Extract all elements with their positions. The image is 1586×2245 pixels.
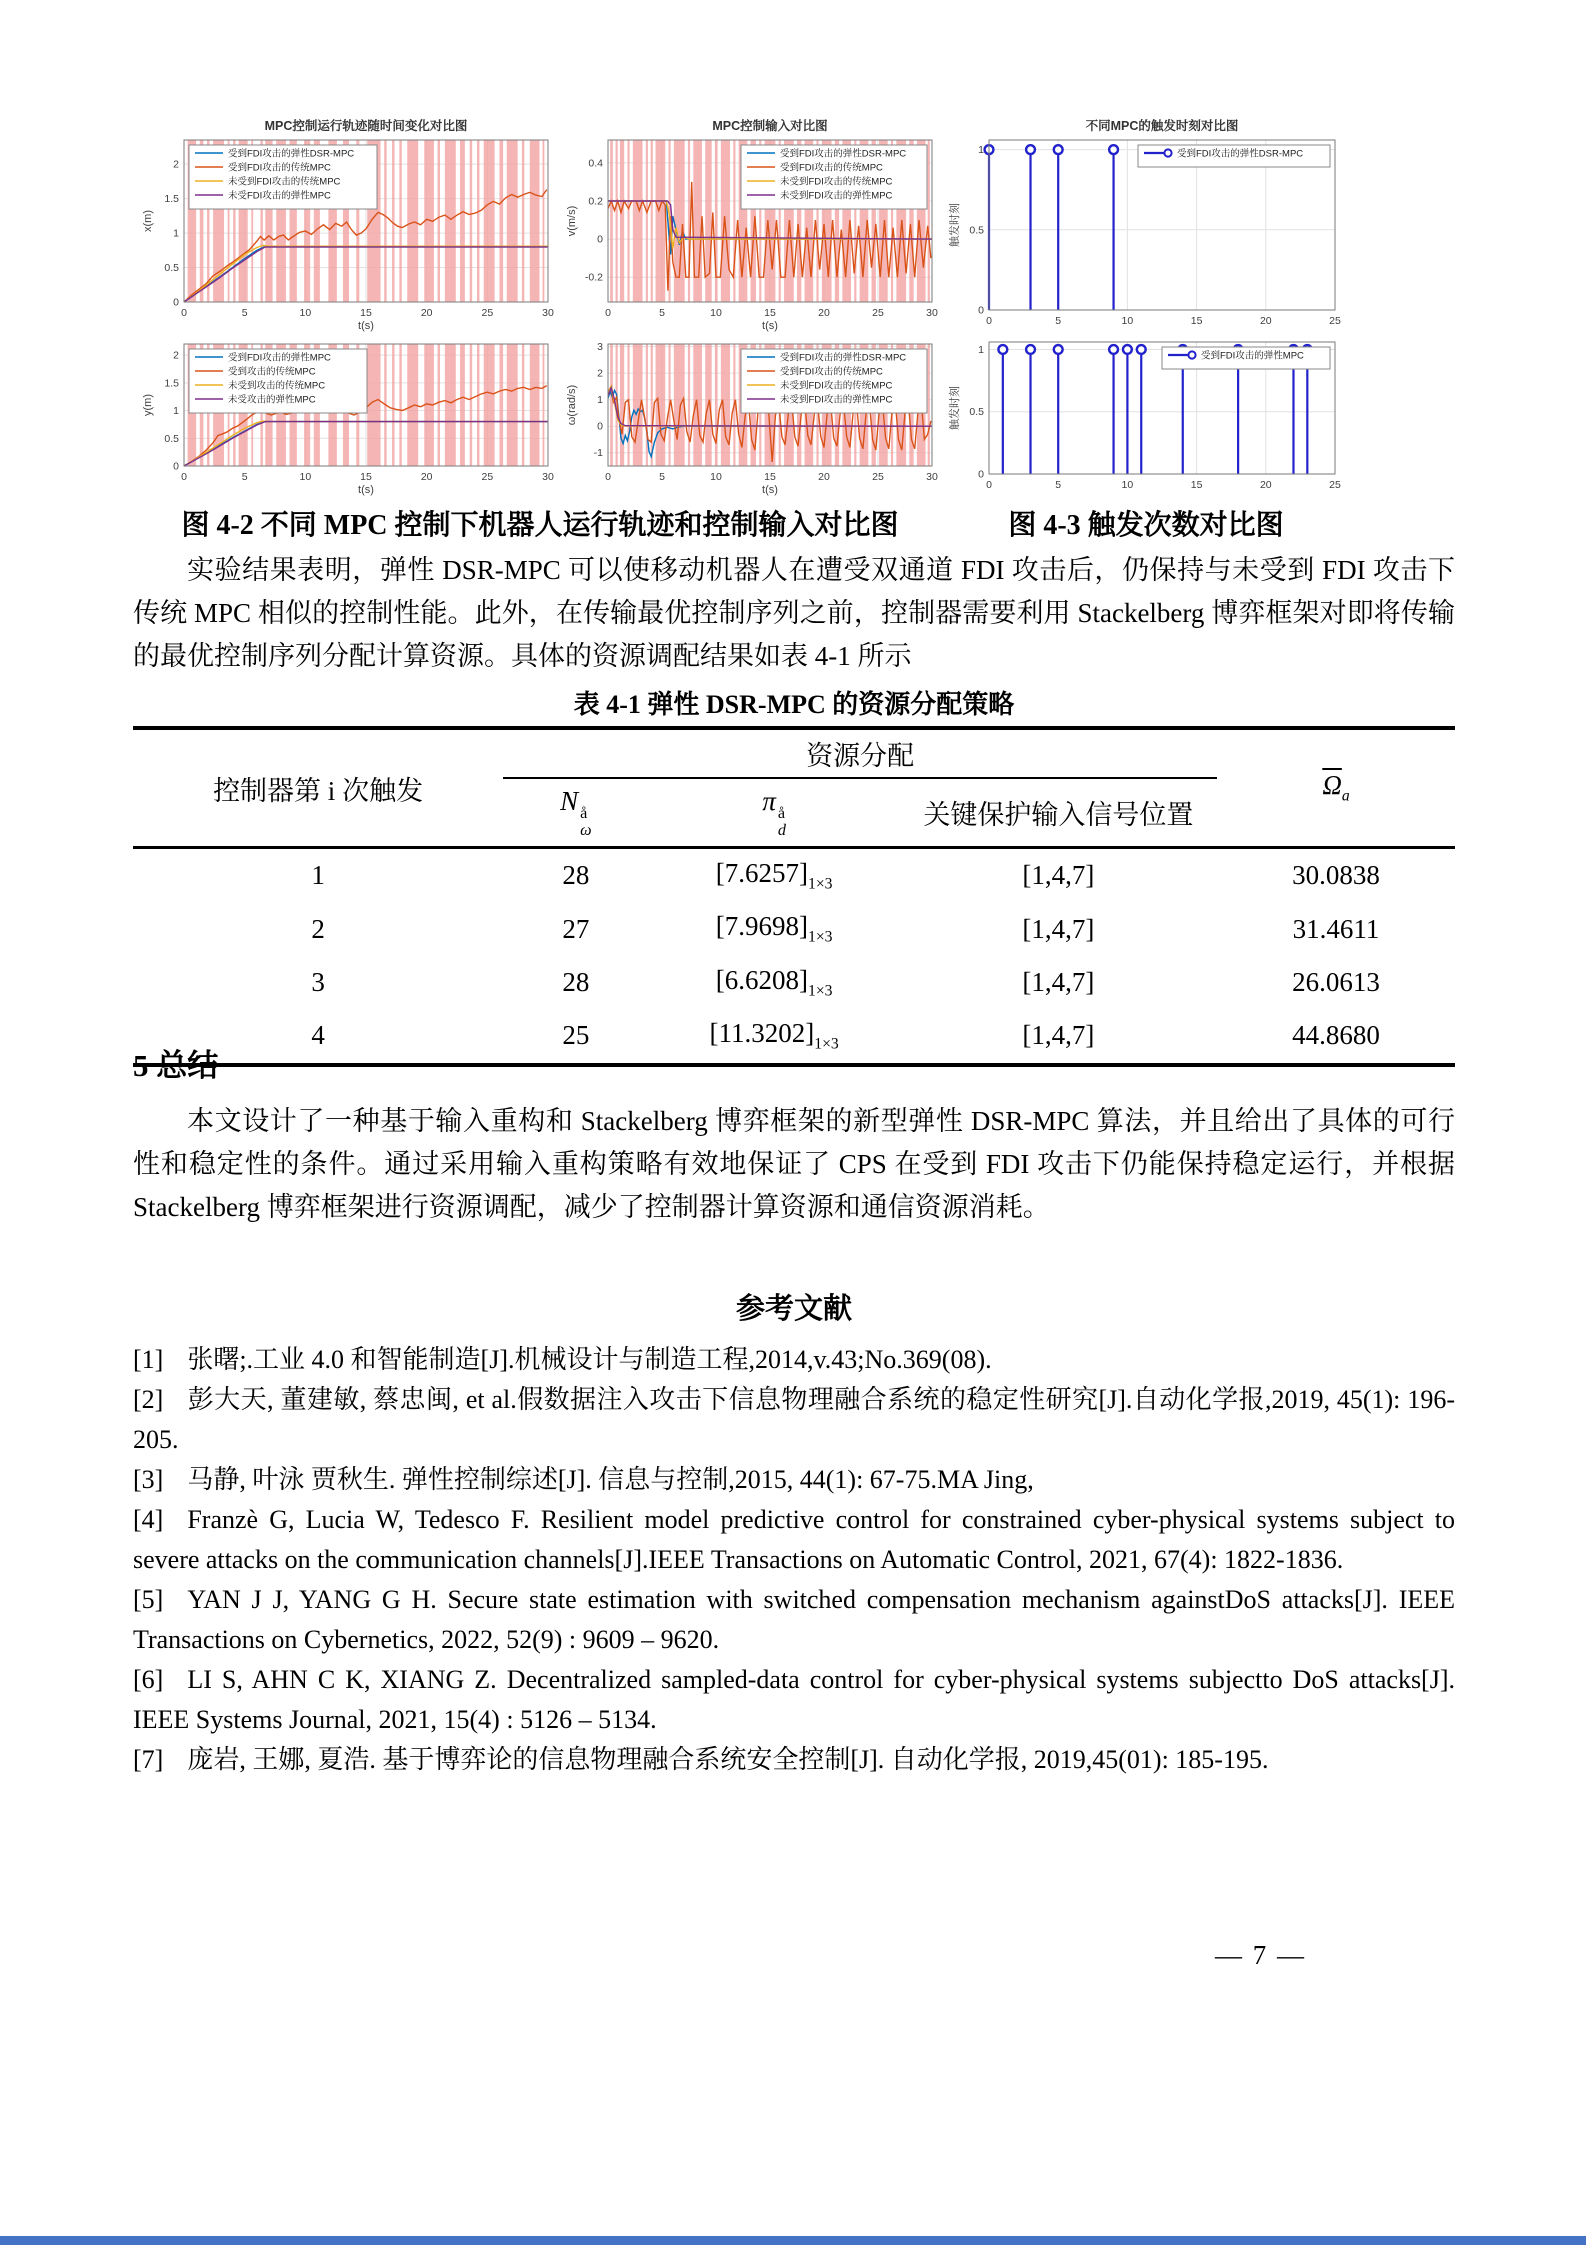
table-cell: 31.4611 — [1292, 913, 1380, 944]
svg-text:未受到FDI攻击的弹性MPC: 未受到FDI攻击的弹性MPC — [780, 394, 893, 406]
svg-text:受到攻击的传统MPC: 受到攻击的传统MPC — [228, 366, 316, 378]
svg-text:受到FDI攻击的弹性DSR-MPC: 受到FDI攻击的弹性DSR-MPC — [1177, 148, 1304, 160]
svg-text:10: 10 — [299, 471, 312, 483]
svg-text:15: 15 — [360, 307, 372, 319]
svg-text:15: 15 — [1190, 479, 1203, 491]
svg-text:1: 1 — [978, 144, 984, 157]
svg-text:-0.2: -0.2 — [584, 271, 603, 284]
svg-text:10: 10 — [299, 307, 312, 319]
table-header-signal: 关键保护输入信号位置 — [900, 778, 1217, 848]
references-heading: 参考文献 — [735, 1293, 852, 1325]
table-cell: 25 — [562, 1020, 590, 1051]
svg-text:1: 1 — [597, 394, 603, 407]
svg-text:0: 0 — [605, 307, 611, 319]
svg-text:受到FDI攻击的弹性MPC: 受到FDI攻击的弹性MPC — [228, 352, 331, 364]
svg-text:15: 15 — [764, 307, 776, 319]
svg-text:受到FDI攻击的传统MPC: 受到FDI攻击的传统MPC — [780, 162, 883, 174]
svg-text:20: 20 — [420, 307, 433, 319]
svg-text:未受到攻击的传统MPC: 未受到攻击的传统MPC — [228, 380, 326, 392]
table-header-omega: $\overline{\Omega}_a$ — [1217, 728, 1455, 848]
svg-text:x(m): x(m) — [142, 210, 154, 232]
svg-text:2: 2 — [173, 349, 179, 362]
svg-text:未受到FDI攻击的传统MPC: 未受到FDI攻击的传统MPC — [780, 380, 893, 392]
reference-item: [7] 庞岩, 王娜, 夏浩. 基于博弈论的信息物理融合系统安全控制[J]. 自动化学报, 2019,45(01): 185-195. — [133, 1745, 1269, 1774]
svg-text:0: 0 — [605, 471, 611, 483]
svg-text:受到FDI攻击的弹性MPC: 受到FDI攻击的弹性MPC — [1201, 350, 1304, 362]
svg-text:0: 0 — [597, 233, 603, 246]
svg-text:0.5: 0.5 — [969, 224, 984, 237]
svg-text:25: 25 — [872, 307, 884, 319]
svg-text:0: 0 — [181, 307, 187, 319]
svg-text:未受FDI攻击的弹性MPC: 未受FDI攻击的弹性MPC — [228, 190, 331, 202]
svg-text:触发时刻: 触发时刻 — [949, 203, 961, 247]
svg-text:2: 2 — [597, 367, 603, 380]
svg-text:2: 2 — [173, 158, 179, 171]
svg-text:触发时刻: 触发时刻 — [949, 386, 961, 430]
svg-text:1: 1 — [978, 343, 984, 356]
svg-text:5: 5 — [659, 307, 665, 319]
svg-text:15: 15 — [360, 471, 372, 483]
reference-item: [4] Franzè G, Lucia W, Tedesco F. Resilient model predictive control for constrained cyber-physical systems subject to severe attacks on the communication channels[J].IEEE Transactions on Automatic Control, 2021, 67(4): 1822-1836. — [133, 1505, 1455, 1574]
table-row — [133, 956, 1455, 1009]
resource-allocation-table — [133, 726, 1455, 1067]
svg-text:1: 1 — [173, 227, 179, 240]
table-cell: [1,4,7] — [1022, 860, 1095, 891]
section-heading-summary: 5 总结 — [133, 1048, 219, 1083]
svg-text:t(s): t(s) — [358, 320, 374, 332]
svg-text:受到FDI攻击的传统MPC: 受到FDI攻击的传统MPC — [780, 366, 883, 378]
chart-trigger-times-top — [945, 116, 1347, 334]
svg-text:5: 5 — [659, 471, 665, 483]
svg-text:未受到FDI攻击的传统MPC: 未受到FDI攻击的传统MPC — [228, 176, 341, 188]
svg-text:0: 0 — [173, 460, 179, 473]
svg-text:3: 3 — [597, 341, 603, 354]
svg-text:15: 15 — [1190, 315, 1203, 327]
figure-caption-4-3: 图 4-3 触发次数对比图 — [1008, 510, 1284, 541]
svg-text:10: 10 — [1121, 315, 1134, 327]
table-cell: [1,4,7] — [1022, 967, 1095, 998]
reference-item: [5] YAN J J, YANG G H. Secure state estimation with switched compensation mechanism againstDoS attacks[J]. IEEE Transactions on Cybernetics, 2022, 52(9) : 9609 – 9620. — [133, 1585, 1455, 1654]
svg-text:t(s): t(s) — [358, 484, 374, 496]
svg-text:0.5: 0.5 — [164, 432, 179, 445]
table-header-n: N å ω — [503, 778, 648, 848]
table-caption: 表 4-1 弹性 DSR-MPC 的资源分配策略 — [573, 690, 1015, 719]
chart-trajectory-x — [138, 116, 558, 334]
table-row — [133, 848, 1455, 903]
svg-text:t(s): t(s) — [762, 484, 778, 496]
svg-text:0: 0 — [181, 471, 187, 483]
svg-text:5: 5 — [1055, 479, 1062, 491]
svg-text:y(m): y(m) — [142, 394, 154, 416]
chart-trigger-times-bottom — [945, 336, 1347, 498]
svg-text:0: 0 — [978, 468, 984, 481]
svg-text:0.5: 0.5 — [164, 262, 179, 275]
svg-text:10: 10 — [710, 307, 722, 319]
svg-text:受到FDI攻击的弹性DSR-MPC: 受到FDI攻击的弹性DSR-MPC — [780, 148, 907, 160]
table-row — [133, 1009, 1455, 1064]
table-cell: 30.0838 — [1292, 860, 1380, 891]
svg-text:0: 0 — [986, 479, 992, 491]
svg-text:15: 15 — [764, 471, 776, 483]
references-list — [133, 1340, 1455, 1780]
page-number: — 7 — — [1215, 1940, 1306, 1970]
table-cell: 3 — [311, 967, 325, 998]
svg-text:1: 1 — [173, 405, 179, 418]
svg-text:受到FDI攻击的传统MPC: 受到FDI攻击的传统MPC — [228, 162, 331, 174]
svg-text:-1: -1 — [593, 447, 603, 460]
svg-text:0: 0 — [173, 296, 179, 309]
table-row — [133, 902, 1455, 955]
reference-item: [1] 张曙;.工业 4.0 和智能制造[J].机械设计与制造工程,2014,v.43;No.369(08). — [133, 1345, 992, 1374]
table-header-pi: π å d — [649, 778, 900, 848]
svg-text:5: 5 — [241, 307, 248, 319]
svg-text:10: 10 — [710, 471, 722, 483]
footer-accent-bar — [0, 2236, 1586, 2245]
table-header-trigger: 控制器第 i 次触发 — [133, 728, 503, 848]
svg-text:5: 5 — [1055, 315, 1062, 327]
table-cell: $[6.6208]_{1\times 3}$ — [715, 964, 833, 1000]
svg-text:25: 25 — [872, 471, 884, 483]
svg-text:20: 20 — [1259, 315, 1272, 327]
svg-text:30: 30 — [542, 471, 554, 483]
chart-control-input-v — [562, 116, 942, 334]
svg-text:未受攻击的弹性MPC: 未受攻击的弹性MPC — [228, 394, 316, 406]
svg-text:MPC控制输入对比图: MPC控制输入对比图 — [712, 119, 828, 133]
table-cell: 27 — [562, 913, 590, 944]
table-cell: [1,4,7] — [1022, 1020, 1095, 1051]
svg-text:0.4: 0.4 — [588, 157, 603, 170]
paragraph-experiment: 实验结果表明，弹性 DSR-MPC 可以使移动机器人在遭受双通道 FDI 攻击后，仍保持与未受到 FDI 攻击下传统 MPC 相似的控制性能。此外，在传输最优控制序列之前，控制器需要利用 Stackelberg 博弈框架对即将传输的最优控制序列分配计算资源。具体的资源调配结果如表 4-1 所示 — [133, 555, 1455, 671]
svg-text:1.5: 1.5 — [164, 193, 179, 206]
table-cell: 4 — [311, 1020, 325, 1051]
table-cell: 28 — [562, 860, 590, 891]
table-cell: 44.8680 — [1292, 1020, 1380, 1051]
table-header-resource-group: 资源分配 — [503, 728, 1217, 778]
svg-text:未受到FDI攻击的弹性MPC: 未受到FDI攻击的弹性MPC — [780, 190, 893, 202]
svg-text:0.2: 0.2 — [588, 195, 603, 208]
svg-text:受到FDI攻击的弹性DSR-MPC: 受到FDI攻击的弹性DSR-MPC — [780, 352, 907, 364]
svg-text:未受到FDI攻击的传统MPC: 未受到FDI攻击的传统MPC — [780, 176, 893, 188]
svg-text:0.5: 0.5 — [969, 406, 984, 419]
svg-text:20: 20 — [420, 471, 433, 483]
svg-text:0: 0 — [986, 315, 992, 327]
table-cell: 28 — [562, 967, 590, 998]
table-cell: 1 — [311, 860, 325, 891]
svg-text:30: 30 — [542, 307, 554, 319]
svg-text:MPC控制运行轨迹随时间变化对比图: MPC控制运行轨迹随时间变化对比图 — [264, 119, 468, 133]
svg-text:ω(rad/s): ω(rad/s) — [566, 384, 578, 426]
table-header-group-row — [133, 728, 1455, 778]
svg-text:受到FDI攻击的弹性DSR-MPC: 受到FDI攻击的弹性DSR-MPC — [228, 148, 355, 160]
table-cell: [1,4,7] — [1022, 913, 1095, 944]
svg-text:25: 25 — [1329, 479, 1341, 491]
svg-text:20: 20 — [1259, 479, 1272, 491]
reference-item: [3] 马静, 叶泳 贾秋生. 弹性控制综述[J]. 信息与控制,2015, 44(1): 67-75.MA Jing, — [133, 1465, 1034, 1494]
table-cell: $[7.9698]_{1\times 3}$ — [715, 911, 833, 946]
svg-text:v(m/s): v(m/s) — [566, 205, 578, 237]
figure-caption-4-2: 图 4-2 不同 MPC 控制下机器人运行轨迹和控制输入对比图 — [181, 510, 899, 541]
svg-text:不同MPC的触发时刻对比图: 不同MPC的触发时刻对比图 — [1085, 119, 1239, 133]
svg-text:25: 25 — [481, 307, 494, 319]
svg-text:20: 20 — [818, 307, 830, 319]
svg-text:25: 25 — [481, 471, 494, 483]
reference-item: [2] 彭大天, 董建敏, 蔡忠闽, et al.假数据注入攻击下信息物理融合系统的稳定性研究[J].自动化学报,2019, 45(1): 196-205. — [133, 1385, 1455, 1454]
chart-trajectory-y — [138, 336, 558, 498]
svg-text:30: 30 — [926, 307, 938, 319]
svg-text:25: 25 — [1329, 315, 1341, 327]
table-cell: $[11.3202]_{1\times 3}$ — [709, 1018, 839, 1053]
svg-text:0: 0 — [978, 304, 984, 317]
paragraph-summary: 本文设计了一种基于输入重构和 Stackelberg 博弈框架的新型弹性 DSR-MPC 算法，并且给出了具体的可行性和稳定性的条件。通过采用输入重构策略有效地保证了 CPS 在受到 FDI 攻击下仍能保持稳定运行，并根据 Stackelberg 博弈框架进行资源调配，减少了控制器计算资源和通信资源消耗。 — [133, 1106, 1455, 1222]
table-cell: 26.0613 — [1292, 967, 1380, 998]
svg-text:1.5: 1.5 — [164, 377, 179, 390]
table-cell: $[7.6257]_{1\times 3}$ — [715, 858, 833, 893]
svg-text:20: 20 — [818, 471, 830, 483]
svg-text:5: 5 — [241, 471, 248, 483]
table-cell: 2 — [311, 913, 325, 944]
svg-text:t(s): t(s) — [762, 320, 778, 332]
reference-item: [6] LI S, AHN C K, XIANG Z. Decentralized sampled-data control for cyber-physical systems subjectto DoS attacks[J]. IEEE Systems Journal, 2021, 15(4) : 5126 – 5134. — [133, 1665, 1455, 1734]
svg-text:10: 10 — [1121, 479, 1134, 491]
svg-text:0: 0 — [597, 420, 603, 433]
svg-text:30: 30 — [926, 471, 938, 483]
chart-control-input-omega — [562, 336, 942, 498]
